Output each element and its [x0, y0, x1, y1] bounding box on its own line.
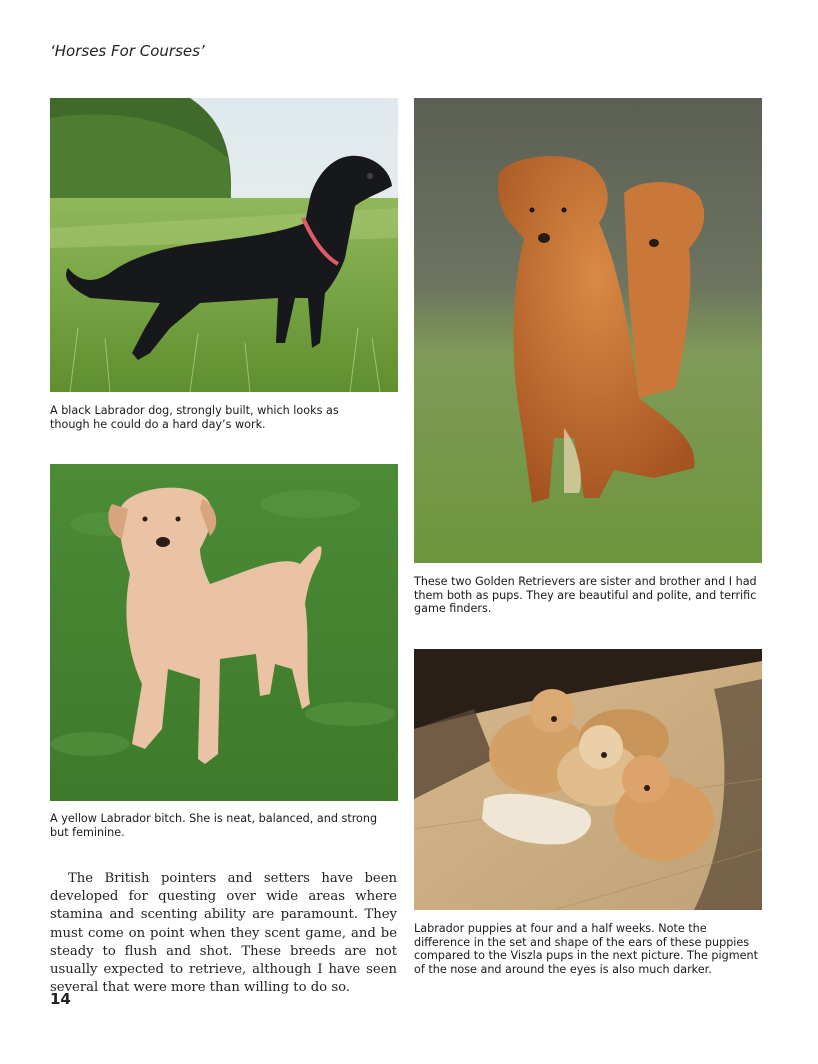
- body-paragraph: The British pointers and setters have been developed for questing over wide areas where stamina and scenting ability are paramount. They must come on point when they scent game, and be steady to flush and shot. These breeds are not usually expected to retrieve, although I have seen several that were more than willing to do so.: [50, 871, 397, 996]
- running-head-title: ‘Horses For Courses’: [50, 42, 205, 60]
- labrador-puppies-caption: Labrador puppies at four and a half weeks. Note the difference in the set and shape of the ears of these puppies compared to the Viszla pups in the next picture. The pigment of the nose and around the eyes is also much darker.: [414, 922, 758, 976]
- yellow-labrador-caption: A yellow Labrador bitch. She is neat, balanced, and strong but feminine.: [50, 812, 378, 839]
- page-number: 14: [50, 990, 71, 1008]
- black-labrador-caption: A black Labrador dog, strongly built, which looks as though he could do a hard day’s work.: [50, 404, 339, 431]
- golden-retrievers-photo: [414, 98, 762, 563]
- yellow-labrador-photo: [50, 464, 398, 801]
- golden-retrievers-caption: These two Golden Retrievers are sister and brother and I had them both as pups. They are beautiful and polite, and terrific game finders.: [414, 575, 757, 616]
- black-labrador-photo: [50, 98, 398, 392]
- labrador-puppies-photo: [414, 649, 762, 910]
